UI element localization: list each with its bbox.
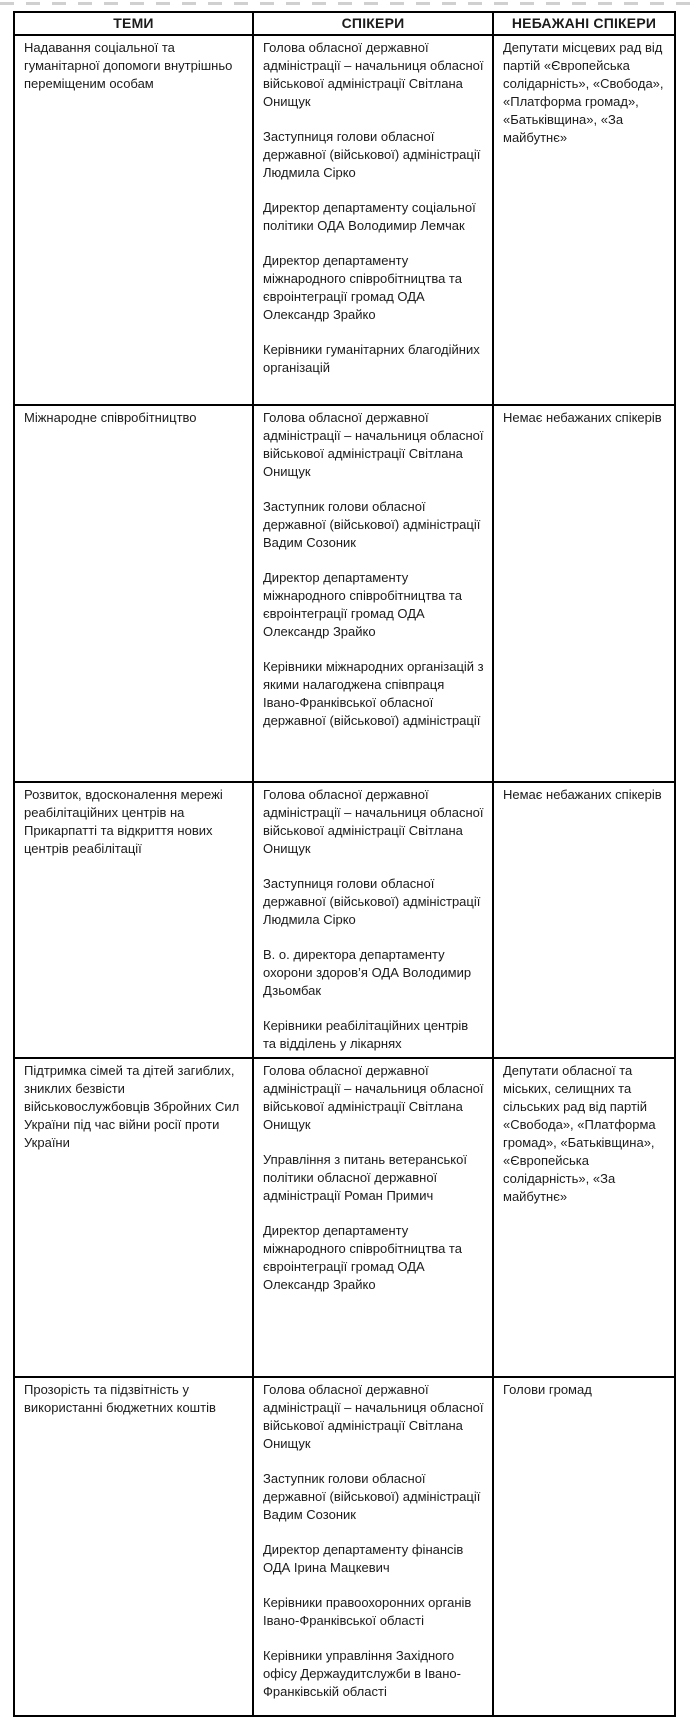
- speaker-paragraph: Управління з питань ветеранської політики обласної державної адміністрації Роман Примич: [263, 1152, 467, 1203]
- speaker-paragraph: Керівники міжнародних організацій з якими налагоджена співпраця Івано-Франківської обласної державної (військової) адміністрації: [263, 659, 484, 728]
- speaker-paragraph: Керівники гуманітарних благодійних організацій: [263, 342, 480, 375]
- topic-text: Розвиток, вдосконалення мережі реабілітаційних центрів на Прикарпатті та відкриття нових центрів реабілітації: [24, 787, 223, 856]
- topic-text: Надавання соціальної та гуманітарної допомоги внутрішньо переміщеним особам: [24, 40, 233, 91]
- speakers-cell: [253, 1377, 493, 1716]
- speaker-paragraph: Голова обласної державної адміністрації – начальниця обласної військової адміністрації Світлана Онищук: [263, 1063, 484, 1132]
- speakers-cell: [253, 782, 493, 1058]
- header-cell-speakers: СПІКЕРИ: [253, 12, 493, 35]
- topic-text: Підтримка сімей та дітей загиблих, зниклих безвісти військовослужбовців Збройних Сил України під час війни росії проти України: [24, 1063, 240, 1150]
- table-header: [14, 12, 675, 35]
- unwanted-speakers-cell: [493, 35, 675, 405]
- speakers-table: [13, 11, 676, 1717]
- speaker-paragraph: Керівники управління Західного офісу Держаудитслужби в Івано-Франківській області: [263, 1648, 461, 1699]
- speaker-paragraph: Голова обласної державної адміністрації – начальниця обласної військової адміністрації Світлана Онищук: [263, 787, 484, 856]
- unwanted-speakers-cell: [493, 1058, 675, 1377]
- unwanted-speakers-text: Немає небажаних спікерів: [503, 410, 662, 425]
- speaker-paragraph: Директор департаменту міжнародного співробітництва та євроінтеграції громад ОДА Олександр Зрайко: [263, 1223, 462, 1292]
- speakers-cell: [253, 405, 493, 782]
- speaker-paragraph: Заступник голови обласної державної (військової) адміністрації Вадим Созоник: [263, 499, 481, 550]
- speakers-cell: [253, 1058, 493, 1377]
- unwanted-speakers-text: Депутати місцевих рад від партій «Європейська солідарність», «Свобода», «Платформа громад», «Батьківщина», «За майбутнє»: [503, 40, 664, 145]
- unwanted-speakers-text: Депутати обласної та міських, селищних та сільських рад від партій «Свобода», «Платформа громад», «Батьківщина», «Європейська солідарність», «За майбутнє»: [503, 1063, 656, 1204]
- speaker-paragraph: Голова обласної державної адміністрації – начальниця обласної військової адміністрації Світлана Онищук: [263, 40, 484, 109]
- topic-cell: [14, 782, 253, 1058]
- unwanted-speakers-cell: [493, 1377, 675, 1716]
- unwanted-speakers-cell: [493, 405, 675, 782]
- table-row: [14, 1058, 675, 1377]
- topic-cell: [14, 405, 253, 782]
- unwanted-speakers-text: Немає небажаних спікерів: [503, 787, 662, 802]
- speakers-cell: [253, 35, 493, 405]
- unwanted-speakers-text: Голови громад: [503, 1382, 592, 1397]
- scan-noise-strip: [0, 2, 690, 5]
- header-cell-topics: ТЕМИ: [14, 12, 253, 35]
- speaker-paragraph: Директор департаменту соціальної політики ОДА Володимир Лемчак: [263, 200, 476, 233]
- speaker-paragraph: Керівники реабілітаційних центрів та відділень у лікарнях: [263, 1018, 469, 1051]
- speaker-paragraph: Голова обласної державної адміністрації – начальниця обласної військової адміністрації Світлана Онищук: [263, 410, 484, 479]
- speaker-paragraph: Голова обласної державної адміністрації – начальниця обласної військової адміністрації Світлана Онищук: [263, 1382, 484, 1451]
- speaker-paragraph: Заступник голови обласної державної (військової) адміністрації Вадим Созоник: [263, 1471, 481, 1522]
- speaker-paragraph: Директор департаменту міжнародного співробітництва та євроінтеграції громад ОДА Олександр Зрайко: [263, 253, 462, 322]
- speaker-paragraph: Директор департаменту міжнародного співробітництва та євроінтеграції громад ОДА Олександр Зрайко: [263, 570, 462, 639]
- header-cell-unwanted-speakers: НЕБАЖАНІ СПІКЕРИ: [493, 12, 675, 35]
- table-row: [14, 1377, 675, 1716]
- speaker-paragraph: Заступниця голови обласної державної (військової) адміністрації Людмила Сірко: [263, 129, 481, 180]
- unwanted-speakers-cell: [493, 782, 675, 1058]
- speaker-paragraph: Директор департаменту фінансів ОДА Ірина Мацкевич: [263, 1542, 464, 1575]
- topic-text: Прозорість та підзвітність у використанні бюджетних коштів: [24, 1382, 216, 1415]
- table-row: [14, 405, 675, 782]
- speaker-paragraph: Заступниця голови обласної державної (військової) адміністрації Людмила Сірко: [263, 876, 481, 927]
- header-row: [14, 12, 675, 35]
- table-row: [14, 35, 675, 405]
- speaker-paragraph: В. о. директора департаменту охорони здоров’я ОДА Володимир Дзьомбак: [263, 947, 472, 998]
- table-row: [14, 782, 675, 1058]
- topic-cell: [14, 35, 253, 405]
- speaker-paragraph: Керівники правоохоронних органів Івано-Франківської області: [263, 1595, 472, 1628]
- table-body: [14, 35, 675, 1716]
- topic-cell: [14, 1377, 253, 1716]
- topic-text: Міжнародне співробітництво: [24, 410, 197, 425]
- topic-cell: [14, 1058, 253, 1377]
